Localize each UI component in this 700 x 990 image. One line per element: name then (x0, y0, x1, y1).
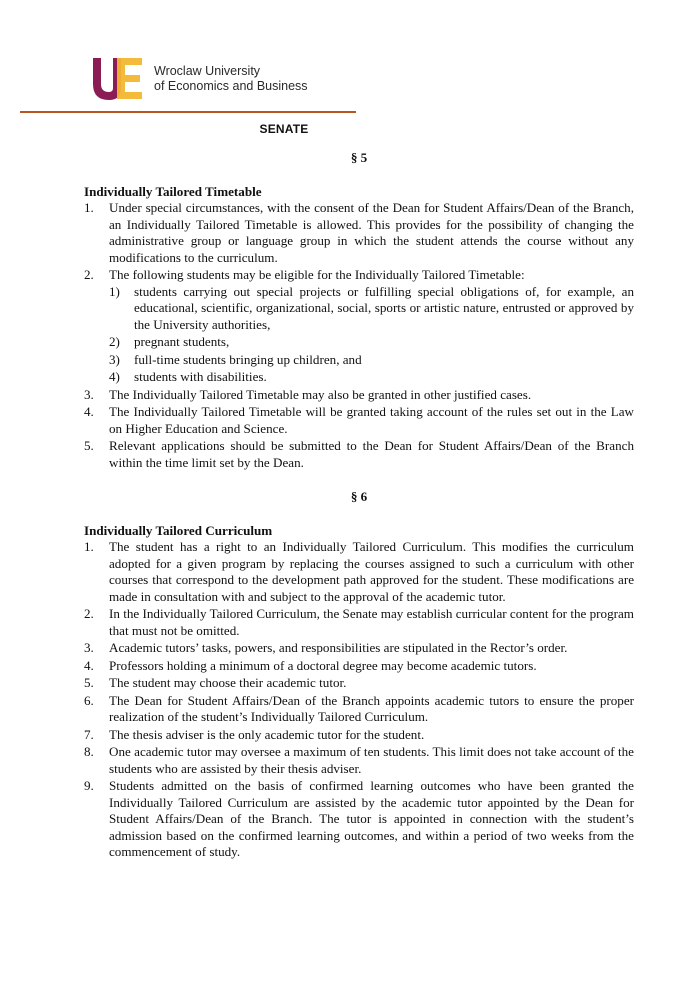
list-item (84, 438, 634, 471)
list-item (84, 387, 634, 404)
list-number: 3. (84, 640, 94, 655)
list-item (84, 640, 634, 657)
sublist-text: full-time students bringing up children, and (134, 351, 362, 367)
section-5-title: Individually Tailored Timetable (84, 183, 262, 199)
list-item (84, 404, 634, 437)
list-text: Professors holding a minimum of a doctoral degree may become academic tutors. (109, 657, 537, 673)
sublist-number: 3) (109, 351, 120, 367)
list-text: One academic tutor may oversee a maximum of ten students. This limit does not take account of the students who are assisted by their thesis adviser. (109, 744, 634, 776)
section-5-list (84, 200, 634, 471)
list-item (84, 693, 634, 726)
list-item (84, 778, 634, 861)
section-6-title: Individually Tailored Curriculum (84, 522, 273, 538)
list-text: The Individually Tailored Timetable will be granted taking account of the rules set out in the Law on Higher Education and Science. (109, 404, 634, 436)
logo-text (154, 64, 308, 94)
list-item (84, 200, 634, 266)
logo-line-2: of Economics and Business (154, 79, 308, 93)
list-number: 6. (84, 692, 94, 708)
list-text: The student has a right to an Individually Tailored Curriculum. This modifies the curriculum adopted for a given program by replacing the courses assigned to such a curriculum with other courses that correspond to the development path approved for the student. These modifications are made in consultation with and subject to the approval of the academic tutor. (109, 539, 634, 604)
list-number: 3. (84, 386, 94, 402)
list-text: The thesis adviser is the only academic tutor for the student. (109, 726, 425, 742)
sublist-item (109, 334, 634, 351)
section-6-list (84, 539, 634, 861)
sublist-number: 1) (109, 283, 120, 299)
list-number: 2. (84, 267, 94, 282)
list-number: 9. (84, 778, 94, 793)
header-rule (20, 111, 356, 113)
list-text: The following students may be eligible for the Individually Tailored Timetable: (109, 267, 525, 282)
list-text: Students admitted on the basis of confirmed learning outcomes who have been granted the Individually Tailored Curriculum are assisted by the academic tutor appointed by the Dean for Student Affairs/Dean of the Branch. The tutor is appointed in connection with the student’s admission based on the confirmed learning outcomes, and within a period of two weeks from the commencement of study. (109, 778, 634, 859)
list-item (84, 658, 634, 675)
list-text: The student may choose their academic tutor. (109, 675, 347, 690)
list-item (84, 744, 634, 777)
list-number: 1. (84, 200, 94, 215)
sublist-item (109, 352, 634, 369)
list-text: Under special circumstances, with the consent of the Dean for Student Affairs/Dean of the Branch, an Individually Tailored Timetable is allowed. This provides for the possibility of changing the administrative group or language group in which the student attends the course without any modifications to the curriculum. (109, 200, 634, 265)
list-item (84, 267, 634, 386)
list-text: Relevant applications should be submitted to the Dean for Student Affairs/Dean of the Branch within the time limit set by the Dean. (109, 438, 634, 470)
list-text: In the Individually Tailored Curriculum, the Senate may establish curricular content for the program that must not be omitted. (109, 606, 634, 638)
list-number: 4. (84, 404, 94, 419)
list-number: 5. (84, 675, 94, 690)
document-body (84, 150, 634, 862)
ue-logo-mark (90, 54, 150, 104)
list-item (84, 606, 634, 639)
list-item (84, 675, 634, 692)
sublist-text: students with disabilities. (134, 369, 267, 384)
list-number: 1. (84, 539, 94, 554)
sublist-item (109, 369, 634, 386)
body-title: SENATE (259, 122, 309, 136)
sublist-number: 4) (109, 369, 120, 384)
section-6-sign: § 6 (350, 489, 368, 504)
sublist-item (109, 284, 634, 334)
sublist-text: students carrying out special projects or fulfilling special obligations of, for example, an educational, scientific, organizational, social, sports or artistic nature, entrusted or approved by the University authorities, (134, 283, 634, 332)
list-number: 8. (84, 744, 94, 759)
list-item (84, 539, 634, 605)
sublist (109, 284, 634, 386)
sublist-text: pregnant students, (134, 334, 230, 349)
university-logo (90, 54, 330, 104)
list-text: The Individually Tailored Timetable may also be granted in other justified cases. (109, 386, 532, 402)
logo-line-1: Wroclaw University (154, 64, 261, 78)
sublist-number: 2) (109, 334, 120, 349)
list-text: Academic tutors’ tasks, powers, and responsibilities are stipulated in the Rector’s order. (109, 640, 568, 655)
list-number: 4. (84, 657, 94, 673)
list-number: 5. (84, 438, 94, 453)
section-5-sign: § 5 (350, 150, 368, 165)
list-text: The Dean for Student Affairs/Dean of the Branch appoints academic tutors to ensure the proper realization of the student’s Individually Tailored Curriculum. (109, 692, 634, 724)
list-number: 2. (84, 606, 94, 621)
list-number: 7. (84, 726, 94, 742)
list-item (84, 727, 634, 744)
